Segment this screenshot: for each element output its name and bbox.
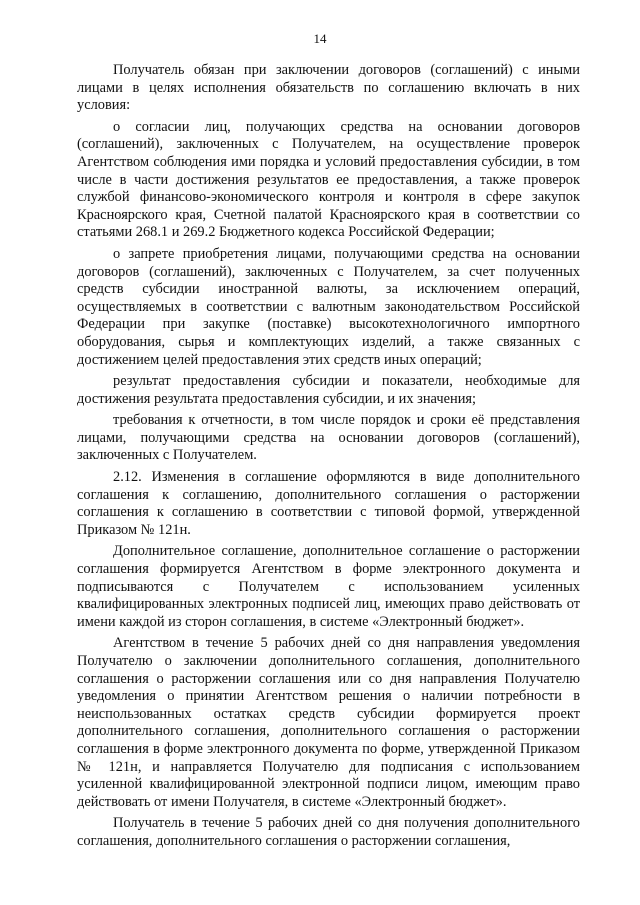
paragraph-consent-inspections: о согласии лиц, получающих средства на основании договоров (соглашений), заключенных с Получателем, на осуществление проверок Агентством соблюдения ими порядка и условий предоставления субсидии, в том числе в части достижения результатов ее предоставления, а также проверок службой финансово-экономического контроля и контроля в сфере закупок Красноярского края, Счетной палатой Красноярского края в соответствии со статьями 268.1 и 269.2 Бюджетного кодекса Российской Федерации;	[77, 118, 580, 241]
paragraph-reporting-requirements: требования к отчетности, в том числе порядок и сроки её представления лицами, получающими средства на основании договоров (соглашений), заключенных с Получателем.	[77, 412, 580, 464]
page-number: 14	[313, 31, 327, 46]
paragraph-obligation-intro: Получатель обязан при заключении договоров (соглашений) с иными лицами в целях исполнения обязательств по соглашению включать в них условия:	[77, 62, 580, 114]
paragraph-2-12-amendments: 2.12. Изменения в соглашение оформляются в виде дополнительного соглашения к соглашению, дополнительного соглашения о расторжении соглашения к соглашению в соответствии с типовой формой, утвержденной Приказом № 121н.	[77, 469, 580, 538]
paragraph-additional-agreement-formation: Дополнительное соглашение, дополнительное соглашение о расторжении соглашения формируется Агентством в форме электронного документа и подписываются с Получателем с использованием усиленных квалифицированных электронных подписей лиц, имеющих право действовать от имени каждой из сторон соглашения, в системе «Электронный бюджет».	[77, 543, 580, 630]
paragraph-result-indicators: результат предоставления субсидии и показатели, необходимые для достижения результата предоставления субсидии, и их значения;	[77, 373, 580, 407]
document-body	[77, 62, 580, 855]
paragraph-currency-prohibition: о запрете приобретения лицами, получающими средства на основании договоров (соглашений), заключенных с Получателем, за счет полученных средств субсидии иностранной валюты, за исключением операций, осуществляемых в соответствии с валютным законодательством Российской Федерации при закупке (поставке) высокотехнологичного импортного оборудования, сырья и комплектующих изделий, а также связанных с достижением целей предоставления этих средств иных операций;	[77, 245, 580, 368]
paragraph-recipient-five-days: Получатель в течение 5 рабочих дней со дня получения дополнительного соглашения, дополнительного соглашения о расторжении соглашения,	[77, 815, 580, 849]
paragraph-agency-five-days: Агентством в течение 5 рабочих дней со дня направления уведомления Получателю о заключении дополнительного соглашения, дополнительного соглашения о расторжении соглашения или со дня направления Получателю уведомления о принятии Агентством решения о наличии потребности в неиспользованных остатках средств субсидии формируется проект дополнительного соглашения, дополнительного соглашения о расторжении соглашения в форме электронного документа по форме, утвержденной Приказом № 121н, и направляется Получателю для подписания с использованием усиленной квалифицированной электронной подписи лицом, имеющим право действовать от имени Получателя, в системе «Электронный бюджет».	[77, 635, 580, 810]
